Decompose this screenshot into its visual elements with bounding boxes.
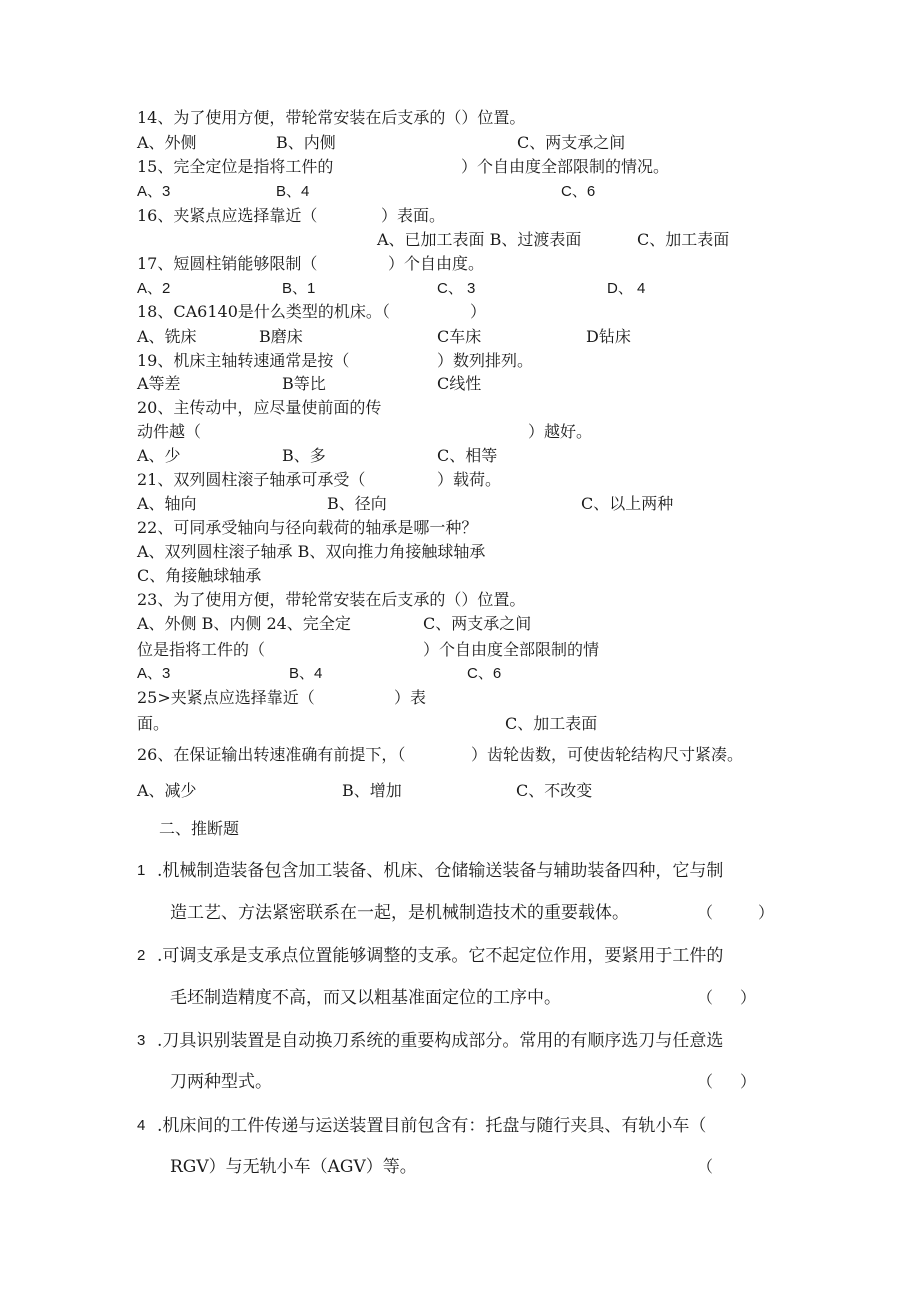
q17-option-c: C、 3 <box>437 280 476 297</box>
q23-stem: 23、为了使用方便，带轮常安装在后支承的（）位置。 <box>137 590 526 609</box>
q26-stem-tail: ）齿轮齿数，可使齿轮结构尺寸紧凑。 <box>471 745 744 764</box>
q21-option-a: A、轴向 <box>137 494 197 513</box>
q20-option-c: C、相等 <box>437 446 498 465</box>
j2-text-line1: .可调支承是支承点位置能够调整的支承。它不起定位作用，要紧用于工件的 <box>157 946 724 966</box>
j2-number: 2 <box>137 947 146 964</box>
q17-option-b: B、1 <box>282 280 316 297</box>
q19-option-a: A等差 <box>137 374 181 393</box>
q14-option-c: C、两支承之间 <box>517 133 626 152</box>
q20-stem-line2: 动件越（ <box>137 422 202 441</box>
q20-option-b: B、多 <box>282 446 326 465</box>
q22-options-ab: A、双列圆柱滚子轴承 B、双向推力角接触球轴承 <box>137 542 486 561</box>
j4-bracket-open: （ <box>697 1157 714 1176</box>
section-heading: 二、推断题 <box>159 819 240 838</box>
q21-option-c: C、以上两种 <box>581 494 674 513</box>
j2-bracket-open: （ <box>697 988 714 1007</box>
q17-stem-tail: ）个自由度。 <box>388 254 485 273</box>
q23-options-ab-q24-start: A、外侧 B、内侧 24、完全定 <box>137 614 351 633</box>
q14-option-a: A、外侧 <box>137 133 197 152</box>
q19-option-c: C线性 <box>437 374 482 393</box>
q24-option-a: A、3 <box>137 665 171 682</box>
j3-bracket-open: （ <box>697 1072 714 1091</box>
q21-option-b: B、径向 <box>327 494 387 513</box>
j1-bracket-open: （ <box>697 903 714 922</box>
q18-option-a: A、铣床 <box>137 327 197 346</box>
q15-stem-tail: ）个自由度全部限制的情况。 <box>461 157 670 176</box>
q22-stem: 22、可同承受轴向与径向载荷的轴承是哪一种？ <box>137 518 478 537</box>
q18-option-b: B磨床 <box>259 327 303 346</box>
j3-number: 3 <box>137 1032 146 1049</box>
q18-option-d: D钻床 <box>586 327 631 346</box>
q15-stem: 15、完全定位是指将工件的 <box>137 157 334 176</box>
q20-option-a: A、少 <box>137 446 181 465</box>
q18-stem-tail: ） <box>470 302 487 321</box>
q25-stem: 25>夹紧点应选择靠近（ <box>137 688 315 707</box>
q24-stem-tail: ）个自由度全部限制的情 <box>423 640 600 659</box>
q26-option-c: C、不改变 <box>516 781 593 800</box>
j2-text-line2: 毛坯制造精度不高，而又以粗基准面定位的工序中。 <box>170 988 561 1008</box>
q17-stem: 17、短圆柱销能够限制（ <box>137 254 318 273</box>
q24-option-b: B、4 <box>289 665 323 682</box>
q25-option-c: C、加工表面 <box>505 714 598 733</box>
j1-number: 1 <box>137 862 146 879</box>
q18-option-c: C车床 <box>437 327 482 346</box>
j1-bracket-close: ） <box>758 903 775 922</box>
q16-stem: 16、夹紧点应选择靠近（ <box>137 206 318 225</box>
j3-text-line2: 刀两种型式。 <box>170 1072 272 1092</box>
j2-bracket-close: ） <box>740 988 757 1007</box>
q15-option-c: C、6 <box>561 183 596 200</box>
q19-option-b: B等比 <box>282 374 326 393</box>
q22-option-c: C、角接触球轴承 <box>137 566 262 585</box>
q25-stem-line2: 面。 <box>137 714 170 733</box>
j4-text-line2: RGV）与无轨小车（AGV）等。 <box>170 1157 417 1177</box>
j1-text-line1: .机械制造装备包含加工装备、机床、仓储输送装备与辅助装备四种，它与制 <box>157 861 724 881</box>
q20-stem-line1: 20、主传动中，应尽量使前面的传 <box>137 398 382 417</box>
q26-option-a: A、减少 <box>137 781 197 800</box>
q24-option-c: C、6 <box>467 665 502 682</box>
q17-option-a: A、2 <box>137 280 171 297</box>
q26-stem: 26、在保证输出转速准确有前提下，（ <box>137 745 406 764</box>
q16-option-ab: A、已加工表面 B、过渡表面 <box>377 230 582 249</box>
q14-option-b: B、内侧 <box>276 133 336 152</box>
j4-text-line1: .机床间的工件传递与运送装置目前包含有：托盘与随行夹具、有轨小车（ <box>157 1116 707 1136</box>
q20-stem-tail: ）越好。 <box>528 422 593 441</box>
q16-stem-tail: ）表面。 <box>381 206 446 225</box>
q15-option-b: B、4 <box>276 183 310 200</box>
q18-stem: 18、CA6140是什么类型的机床。（ <box>137 302 390 321</box>
j3-text-line1: .刀具识别装置是自动换刀系统的重要构成部分。常用的有顺序选刀与任意选 <box>157 1031 724 1051</box>
q25-stem-tail: ）表 <box>394 688 427 707</box>
q14-stem: 14、为了使用方便，带轮常安装在后支承的（）位置。 <box>137 108 526 127</box>
q19-stem-tail: ）数列排列。 <box>437 351 534 370</box>
q21-stem: 21、双列圆柱滚子轴承可承受（ <box>137 470 366 489</box>
j4-number: 4 <box>137 1117 146 1134</box>
q17-option-d: D、 4 <box>607 280 646 297</box>
q21-stem-tail: ）载荷。 <box>437 470 502 489</box>
q16-option-c: C、加工表面 <box>637 230 730 249</box>
q24-stem: 位是指将工件的（ <box>137 640 266 659</box>
q15-option-a: A、3 <box>137 183 171 200</box>
q19-stem: 19、机床主轴转速通常是按（ <box>137 351 350 370</box>
j3-bracket-close: ） <box>740 1072 757 1091</box>
j1-text-line2: 造工艺、方法紧密联系在一起，是机械制造技术的重要载体。 <box>170 903 629 923</box>
q23-option-c: C、两支承之间 <box>423 614 532 633</box>
q26-option-b: B、增加 <box>342 781 402 800</box>
